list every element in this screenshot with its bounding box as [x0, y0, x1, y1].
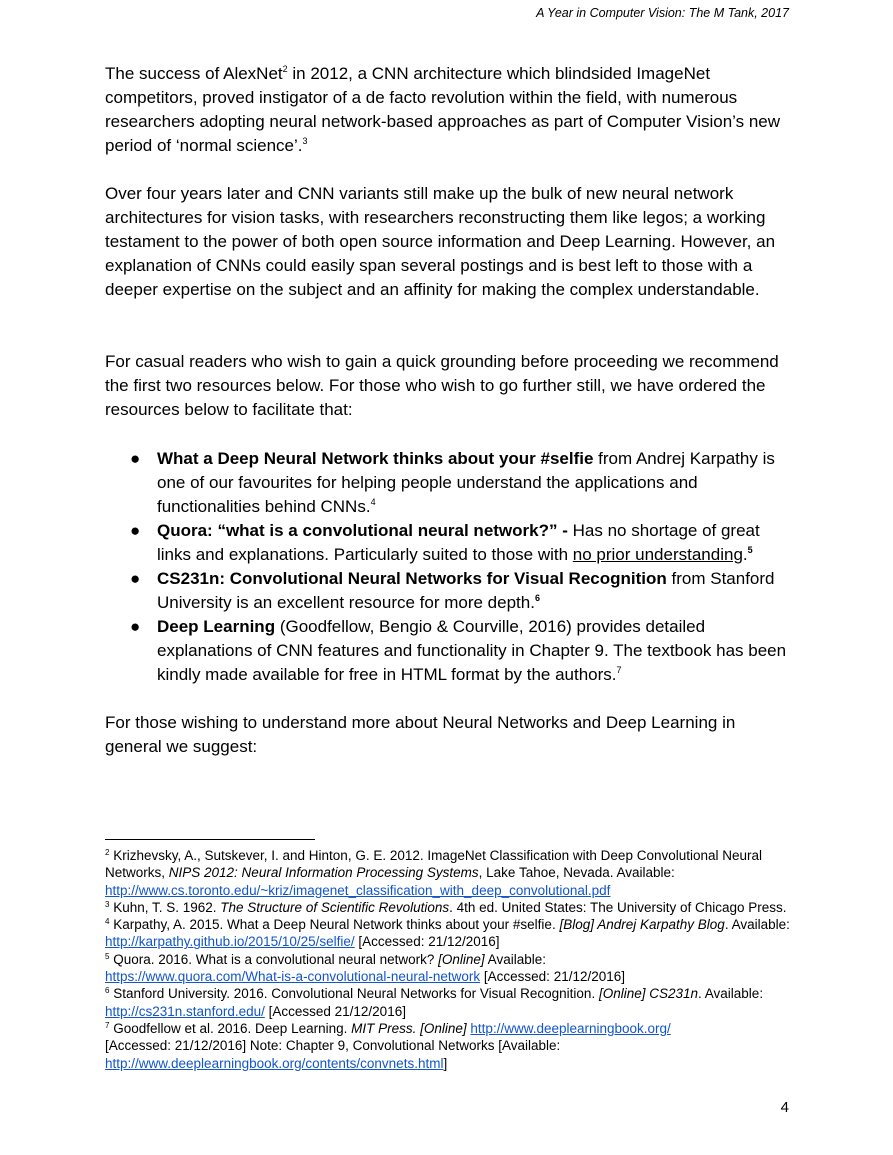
resource-title: CS231n: Convolutional Neural Networks for Visual Recognition — [157, 569, 667, 588]
underlined-text: no prior understanding — [572, 545, 743, 564]
paragraph-further-reading — [105, 711, 795, 759]
footnote-5 — [105, 951, 795, 986]
footnote-text: Kuhn, T. S. 1962. — [109, 899, 221, 915]
footnote-italic: The Structure of Scientific Revolutions — [220, 899, 450, 915]
footnote-separator — [105, 839, 315, 840]
footnote-number: 2 — [105, 848, 110, 857]
footnote-link[interactable]: http://karpathy.github.io/2015/10/25/selfie/ — [105, 934, 355, 950]
footnote-text: . Available: — [724, 917, 790, 933]
footnote-2 — [105, 847, 795, 899]
footnote-text: Quora. 2016. What is a convolutional neural network? — [109, 951, 439, 967]
footnote-ref-2[interactable]: 2 — [282, 64, 288, 74]
footnote-link[interactable]: http://cs231n.stanford.edu/ — [105, 1003, 265, 1019]
footnote-link[interactable]: https://www.quora.com/What-is-a-convolutional-neural-network — [105, 969, 481, 985]
page-number: 4 — [780, 1099, 789, 1116]
footnote-ref-4[interactable]: 4 — [370, 497, 376, 507]
footnote-ref-3[interactable]: 3 — [302, 136, 308, 146]
resource-description: (Goodfellow, Bengio & Courville, 2016) provides detailed explanations of CNN features and functionality in Chapter 9. The textbook has been kindly made available for free in HTML format by the authors. — [157, 617, 787, 684]
footnote-7 — [105, 1020, 795, 1072]
paragraph-text: Over four years later and CNN variants still make up the bulk of new neural network architectures for vision tasks, with researchers reconstructing them like legos; a working testament to the power of both open source information and Deep Learning. However, an explanation of CNNs could easily span several postings and is best left to those with a deeper expertise on the subject and an affinity for making the complex understandable. — [105, 184, 776, 299]
footnote-number: 6 — [105, 986, 110, 996]
footnote-text: [Accessed 21/12/2016] — [264, 1003, 406, 1019]
bullet-icon: ● — [130, 569, 141, 588]
list-item — [105, 519, 795, 567]
footnote-text: [Accessed: 21/12/2016] — [480, 969, 626, 985]
footnote-link[interactable]: http://www.deeplearningbook.org/ — [470, 1020, 671, 1036]
list-item — [105, 447, 795, 519]
footnote-ref-7[interactable]: 7 — [616, 665, 622, 675]
running-header: A Year in Computer Vision: The M Tank, 2017 — [536, 6, 789, 20]
footnote-text: [Accessed: 21/12/2016] Note: Chapter 9, Convolutional Networks [Available: — [105, 1038, 561, 1054]
footnote-number: 3 — [105, 899, 110, 909]
footnote-text: [Accessed: 21/12/2016] — [354, 934, 500, 950]
footnote-text: ] — [443, 1055, 448, 1071]
footnote-italic: [Online] CS231n — [598, 986, 699, 1002]
paragraph-cnn-variants — [105, 182, 795, 302]
footnote-number: 4 — [105, 917, 110, 927]
footnote-link[interactable]: http://www.deeplearningbook.org/contents/convnets.html — [105, 1055, 444, 1071]
bullet-icon: ● — [130, 521, 141, 540]
footnote-italic: MIT Press. [Online] — [351, 1020, 467, 1036]
paragraph-text: For casual readers who wish to gain a quick grounding before proceeding we recommend the first two resources below. For those who wish to go further still, we have ordered the resources below to facilitate that: — [105, 352, 779, 419]
footnote-text: Karpathy, A. 2015. What a Deep Neural Network thinks about your #selfie. — [109, 917, 560, 933]
punctuation: . — [742, 545, 748, 564]
resource-title: What a Deep Neural Network thinks about your #selfie — [157, 449, 594, 468]
footnote-text: Goodfellow et al. 2016. Deep Learning. — [109, 1020, 352, 1036]
footnote-ref-5[interactable]: 5 — [747, 545, 753, 555]
footnote-link[interactable]: http://www.cs.toronto.edu/~kriz/imagenet_classification_with_deep_convolutional.pdf — [105, 882, 611, 898]
footnote-text: . 4th ed. United States: The University of Chicago Press. — [449, 899, 787, 915]
list-item — [105, 615, 795, 687]
footnote-ref-6[interactable]: 6 — [534, 593, 540, 603]
footnotes-section — [105, 847, 795, 1072]
resource-title: Deep Learning — [157, 617, 276, 636]
paragraph-text: in 2012, a CNN architecture which blindsided ImageNet competitors, proved instigator of a de facto revolution within the field, with numerous researchers adopting neural network-based approaches as part of Computer Vision’s new period of ‘normal science’. — [105, 64, 781, 155]
resource-list — [105, 447, 795, 687]
footnote-4 — [105, 916, 795, 951]
paragraph-alexnet — [105, 62, 795, 158]
paragraph-casual-readers — [105, 350, 795, 422]
list-item — [105, 567, 795, 615]
resource-description: Has no shortage of great links and explanations. Particularly suited to those with — [157, 521, 760, 564]
bullet-icon: ● — [130, 449, 141, 468]
resource-description: from Andrej Karpathy is one of our favourites for helping people understand the applications and functionalities behind CNNs. — [157, 449, 775, 516]
footnote-number: 7 — [105, 1020, 110, 1030]
footnote-italic: [Blog] Andrej Karpathy Blog — [559, 917, 725, 933]
footnote-italic: NIPS 2012: Neural Information Processing Systems — [168, 865, 479, 881]
paragraph-text: The success of AlexNet — [105, 64, 283, 83]
footnote-6 — [105, 985, 795, 1020]
footnote-3 — [105, 899, 795, 916]
resource-title: Quora: “what is a convolutional neural network?” - — [157, 521, 568, 540]
footnote-text: Krizhevsky, A., Sutskever, I. and Hinton, G. E. 2012. ImageNet Classification with Deep Convolutional Neural Networks, — [105, 848, 763, 881]
resource-description: from Stanford University is an excellent resource for more depth. — [157, 569, 775, 612]
footnote-text: Available: — [484, 951, 546, 967]
paragraph-text: For those wishing to understand more about Neural Networks and Deep Learning in general we suggest: — [105, 713, 736, 756]
footnote-text: . Available: — [698, 986, 764, 1002]
footnote-text: Stanford University. 2016. Convolutional Neural Networks for Visual Recognition. — [109, 986, 599, 1002]
bullet-icon: ● — [130, 617, 141, 636]
footnote-italic: [Online] — [438, 951, 485, 967]
footnote-number: 5 — [105, 951, 110, 961]
footnote-text: , Lake Tahoe, Nevada. Available: — [478, 865, 675, 881]
